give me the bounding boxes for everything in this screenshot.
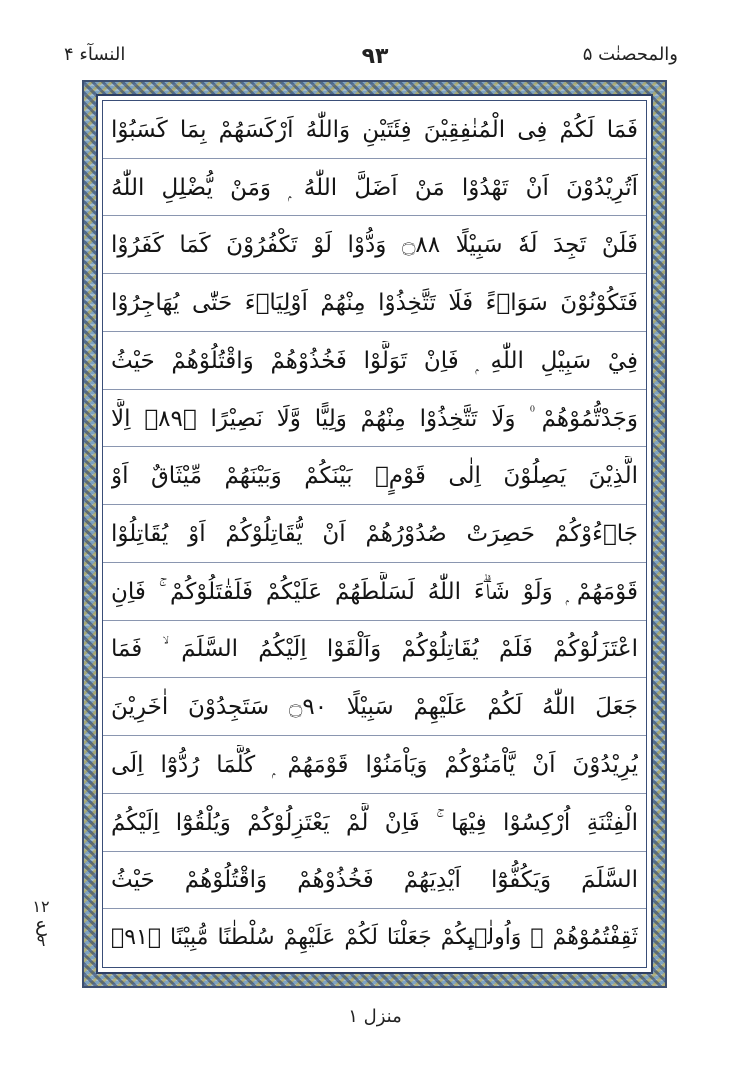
text-line <box>103 216 646 274</box>
line-text: الْفِتْنَةِ اُرْكِسُوْا فِيْھَا ۚ فَاِنْ لَّمْ يَعْتَزِلُوْكُمْ وَيُلْقُوْٓا اِلَيْكُمُ <box>111 809 638 836</box>
line-text: فَمَا لَكُمْ فِى الْمُنٰفِقِيْنَ فِئَتَيْنِ وَاللّٰهُ اَرْكَسَهُمْ بِمَا كَسَبُوْا <box>111 116 638 143</box>
ruku-marker <box>26 897 56 950</box>
text-line <box>103 678 646 736</box>
line-text: اَتُرِيْدُوْنَ اَنْ تَهْدُوْا مَنْ اَضَلَّ اللّٰهُ ۭ وَمَنْ يُّضْلِلِ اللّٰهُ <box>111 174 638 201</box>
text-line <box>103 794 646 852</box>
surah-name: النسآء ۴ <box>64 44 126 65</box>
ruku-ain-sign: ع <box>35 912 47 936</box>
text-line <box>103 390 646 448</box>
text-line <box>103 101 646 159</box>
ornamental-border <box>82 80 667 988</box>
line-text: اعْتَزَلُوْكُمْ فَلَمْ يُقَاتِلُوْكُمْ وَاَلْقَوْا اِلَيْكُمُ السَّلَمَ ۙ فَمَا <box>111 636 638 663</box>
text-line <box>103 159 646 217</box>
line-text: السَّلَمَ وَيَكُفُّوْٓا اَيْدِيَھُمْ فَخُذُوْھُمْ وَاقْتُلُوْھُمْ حَيْثُ <box>111 867 638 894</box>
text-line <box>103 736 646 794</box>
text-line <box>103 505 646 563</box>
line-text: فَتَكُوْنُوْنَ سَوَاۗءً فَلَا تَتَّخِذُوْا مِنْهُمْ اَوْلِيَاۗءَ حَتّٰى يُھَاجِرُوْا <box>111 290 638 317</box>
text-line <box>103 621 646 679</box>
text-line <box>103 563 646 621</box>
page-header <box>0 44 750 84</box>
ruku-count: ۹ <box>36 931 46 950</box>
juz-name: والمحصنٰت ۵ <box>582 44 678 65</box>
line-text: فِيْ سَبِيْلِ اللّٰهِ ۭ فَاِنْ تَوَلَّوْا فَخُذُوْھُمْ وَاقْتُلُوْھُمْ حَيْثُ <box>111 347 638 374</box>
line-text: يُرِيْدُوْنَ اَنْ يَّاْمَنُوْكُمْ وَيَاْمَنُوْا قَوْمَھُمْ ۭ كُلَّمَا رُدُّوْٓا اِلَى <box>111 751 638 778</box>
line-text: الَّذِيْنَ يَصِلُوْنَ اِلٰى قَوْمٍۢ بَيْنَكُمْ وَبَيْنَھُمْ مِّيْثَاقٌ اَوْ <box>111 463 638 490</box>
line-text: فَلَنْ تَجِدَ لَهٗ سَبِيْلًا ۝٨٨ وَدُّوْا لَوْ تَكْفُرُوْنَ كَمَا كَفَرُوْا <box>111 232 638 259</box>
ruku-number: ۱۲ <box>32 897 50 916</box>
text-line <box>103 909 646 967</box>
text-line <box>103 852 646 910</box>
text-line <box>103 447 646 505</box>
line-text: جَعَلَ اللّٰهُ لَكُمْ عَلَيْهِمْ سَبِيْلًا ۝٩٠ سَتَجِدُوْنَ اٰخَرِيْنَ <box>111 694 638 721</box>
page-number: ۹۳ <box>361 44 389 69</box>
line-text: وَجَدْتُّمُوْھُمْ ۠ وَلَا تَتَّخِذُوْا مِنْهُمْ وَلِيًّا وَّلَا نَصِيْرًا ۝٨٩ۙ اِلَّا <box>111 405 638 432</box>
line-text: قَوْمَھُمْ ۭ وَلَوْ شَاۗءَ اللّٰهُ لَسَلَّطَھُمْ عَلَيْكُمْ فَلَقٰتَلُوْكُمْ ۚ فَاِنِ <box>111 578 638 605</box>
line-text: ثَقِفْتُمُوْھُمْ ۭ وَاُولٰۗىِٕكُمْ جَعَلْنَا لَكُمْ عَلَيْهِمْ سُلْطٰنًا مُّبِيْنًا ۝٩١ۧ <box>111 925 638 951</box>
quran-text-area <box>102 100 647 968</box>
text-line <box>103 332 646 390</box>
line-text: جَاۗءُوْكُمْ حَصِرَتْ صُدُوْرُھُمْ اَنْ يُّقَاتِلُوْكُمْ اَوْ يُقَاتِلُوْا <box>111 520 638 547</box>
text-line <box>103 274 646 332</box>
manzil-label: منزل ۱ <box>348 1006 402 1027</box>
